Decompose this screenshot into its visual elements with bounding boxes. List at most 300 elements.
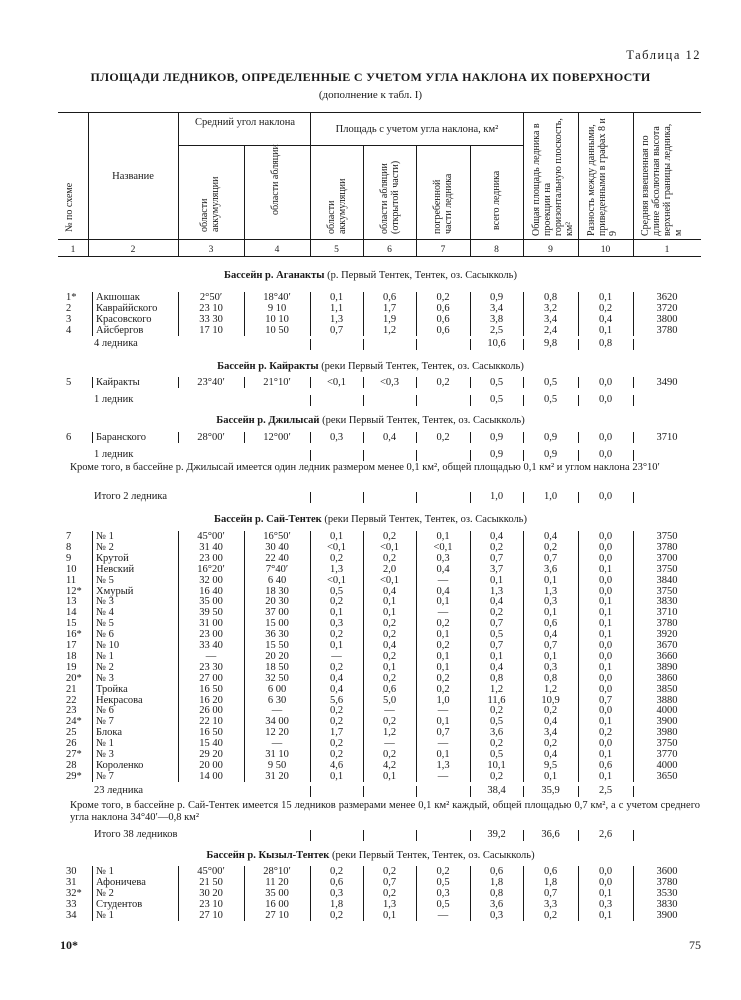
- summary-value: 10,6: [487, 338, 506, 349]
- header-vline: [178, 112, 179, 257]
- table-cell: 0,1: [598, 661, 613, 673]
- column-divider: [633, 377, 634, 388]
- column-divider: [416, 292, 417, 336]
- table-cell: 0,5: [329, 585, 344, 597]
- column-divider: [244, 377, 245, 388]
- table-cell: 4,6: [329, 759, 344, 771]
- table-cell: 35 00: [199, 596, 223, 608]
- table-cell: 1,1: [329, 302, 344, 314]
- table-cell: 3,3: [543, 898, 558, 910]
- column-divider: [633, 830, 634, 841]
- table-cell: 12°00′: [263, 432, 291, 443]
- glacier-name: № 7: [96, 716, 114, 728]
- table-cell: 29 20: [199, 749, 223, 760]
- table-cell: 16 50: [199, 727, 223, 739]
- table-cell: 0,0: [598, 650, 613, 662]
- column-divider: [416, 492, 417, 503]
- glacier-name: Тройка: [96, 683, 128, 695]
- column-divider: [578, 432, 579, 443]
- glacier-name: Афоничева: [96, 876, 146, 888]
- column-divider: [416, 432, 417, 443]
- table-cell: 14 00: [199, 770, 223, 782]
- table-cell: 3750: [656, 585, 678, 597]
- table-cell: 28°10′: [263, 866, 291, 877]
- table-cell: 3780: [656, 324, 678, 336]
- table-cell: 0,7: [329, 324, 344, 336]
- column-divider: [416, 866, 417, 921]
- glacier-number: 12*: [66, 585, 82, 597]
- header-vline: [363, 145, 364, 257]
- table-cell: 3750: [656, 738, 678, 750]
- summary-label: 23 ледника: [94, 785, 144, 796]
- table-cell: 3530: [656, 887, 678, 899]
- table-cell: —: [384, 705, 395, 717]
- glacier-number: 22: [66, 694, 77, 706]
- table-cell: 22 40: [265, 552, 289, 564]
- column-divider: [178, 377, 179, 388]
- table-cell: 3,4: [543, 313, 558, 325]
- table-cell: 0,1: [598, 749, 613, 760]
- table-cell: 0,1: [436, 749, 450, 760]
- table-cell: 3860: [656, 672, 678, 684]
- column-divider: [363, 432, 364, 443]
- table-cell: 9 10: [267, 302, 287, 314]
- table-cell: 0,2: [436, 292, 450, 303]
- table-cell: 34 00: [265, 716, 289, 728]
- table-cell: 0,1: [543, 770, 558, 782]
- table-cell: 0,3: [543, 596, 558, 608]
- header-vline: [416, 145, 417, 257]
- table-cell: 31 20: [265, 770, 289, 782]
- table-cell: 2,4: [543, 324, 558, 336]
- basin-title: [0, 850, 741, 861]
- table-cell: 4,2: [382, 759, 397, 771]
- table-cell: 0,5: [543, 377, 558, 388]
- summary-value: 0,9: [543, 449, 558, 460]
- table-cell: —: [205, 650, 217, 662]
- table-cell: 0,2: [329, 705, 344, 717]
- summary-value: 2,5: [598, 785, 613, 796]
- header-col7: погребенной части ледника: [432, 173, 454, 234]
- table-cell: 0,2: [598, 302, 613, 314]
- table-cell: 0,0: [598, 640, 613, 651]
- glacier-name: Акшошак: [96, 292, 140, 303]
- basin-title-rivers: (р. Первый Тентек, Тентек, оз. Сасыкколь): [324, 270, 517, 281]
- table-cell: 2°50′: [199, 292, 223, 303]
- col-num: 6: [387, 245, 392, 255]
- table-subtitle: (дополнение к табл. I): [318, 89, 423, 101]
- table-cell: 1,3: [329, 563, 344, 575]
- table-cell: 0,8: [543, 292, 558, 303]
- col-num: 3: [208, 245, 214, 255]
- glacier-number: 17: [66, 640, 77, 651]
- table-cell: 36 30: [265, 629, 289, 641]
- table-cell: 0,2: [489, 770, 504, 782]
- table-cell: 3650: [656, 770, 678, 782]
- footer-signature: 10*: [60, 938, 78, 952]
- table-cell: 0,0: [598, 683, 613, 695]
- column-divider: [633, 432, 634, 443]
- column-divider: [310, 432, 311, 443]
- table-cell: 5,6: [329, 694, 344, 706]
- header-col6: области абляции (открытой части): [379, 160, 401, 234]
- table-cell: 0,7: [543, 640, 558, 651]
- column-divider: [578, 292, 579, 336]
- column-divider: [470, 339, 471, 350]
- glacier-name: № 3: [96, 749, 114, 760]
- table-cell: 31 40: [199, 541, 223, 553]
- table-cell: 0,1: [436, 629, 450, 641]
- table-cell: 1,3: [329, 313, 344, 325]
- table-cell: 6 00: [267, 683, 287, 695]
- column-divider: [363, 339, 364, 350]
- table-cell: 0,0: [598, 705, 613, 717]
- table-cell: 0,2: [382, 650, 397, 662]
- table-cell: —: [271, 738, 283, 750]
- glacier-number: 15: [66, 618, 77, 630]
- glacier-name: № 10: [96, 640, 120, 651]
- header-col1: № по схеме: [64, 182, 75, 232]
- table-cell: 3710: [656, 432, 678, 443]
- table-cell: 0,4: [489, 596, 504, 608]
- summary-value: 0,0: [598, 394, 613, 405]
- table-cell: 0,1: [598, 618, 613, 630]
- table-cell: 3720: [656, 302, 678, 314]
- table-cell: 10,1: [487, 759, 506, 771]
- table-cell: <0,1: [326, 541, 347, 553]
- total-value: 36,6: [541, 829, 560, 840]
- glacier-number: 25: [66, 727, 77, 739]
- glacier-number: 7: [66, 531, 72, 542]
- table-cell: 0,4: [329, 683, 344, 695]
- table-cell: 39 50: [199, 607, 223, 619]
- table-cell: 15 40: [199, 738, 223, 750]
- table-cell: 0,2: [329, 749, 344, 760]
- table-cell: 0,9: [489, 292, 504, 303]
- table-cell: 6 40: [267, 574, 287, 586]
- table-cell: 3980: [656, 727, 678, 739]
- column-divider: [578, 450, 579, 461]
- table-cell: 0,3: [329, 887, 344, 899]
- table-cell: <0,1: [326, 574, 347, 586]
- table-cell: 1,3: [489, 585, 504, 597]
- table-cell: 23°40′: [197, 377, 225, 388]
- glacier-name: № 6: [96, 705, 114, 717]
- glacier-number: 19: [66, 661, 77, 673]
- table-cell: 2,5: [489, 324, 504, 336]
- table-cell: 0,7: [598, 694, 613, 706]
- table-cell: 3830: [656, 596, 678, 608]
- table-cell: 0,2: [329, 596, 344, 608]
- table-cell: —: [437, 738, 449, 750]
- column-divider: [523, 395, 524, 406]
- glacier-name: № 4: [96, 607, 114, 619]
- table-cell: 0,2: [489, 705, 504, 717]
- column-divider: [470, 866, 471, 921]
- table-cell: 1,2: [382, 324, 397, 336]
- column-divider: [523, 830, 524, 841]
- table-cell: 23 10: [199, 898, 223, 910]
- table-cell: 1,8: [489, 876, 504, 888]
- column-divider: [578, 786, 579, 797]
- column-divider: [178, 531, 179, 782]
- table-cell: 0,7: [489, 618, 504, 630]
- table-cell: 1,8: [543, 876, 558, 888]
- table-cell: 0,2: [436, 618, 450, 630]
- glacier-number: 16*: [66, 629, 82, 641]
- header-group2: Площадь с учетом угла наклона, км²: [335, 124, 499, 135]
- col-num: 7: [440, 245, 446, 255]
- column-divider: [416, 377, 417, 388]
- glacier-number: 3: [66, 313, 72, 325]
- header-col8: всего ледника: [491, 170, 502, 230]
- table-cell: 0,2: [329, 909, 344, 921]
- table-cell: 3800: [656, 313, 678, 325]
- table-cell: 18°40′: [263, 292, 291, 303]
- table-cell: 0,1: [436, 596, 450, 608]
- column-divider: [416, 450, 417, 461]
- table-cell: 0,2: [382, 552, 397, 564]
- table-cell: 0,1: [329, 770, 344, 782]
- table-cell: 20 00: [199, 759, 223, 771]
- glacier-number: 29*: [66, 770, 82, 782]
- table-cell: 0,2: [329, 661, 344, 673]
- table-cell: 3750: [656, 531, 678, 542]
- total-value: 1,0: [543, 491, 558, 502]
- table-cell: 3,8: [489, 313, 504, 325]
- table-cell: 0,7: [543, 552, 558, 564]
- table-cell: 0,8: [543, 672, 558, 684]
- glacier-name: № 7: [96, 770, 114, 782]
- header-col4: области абляции: [270, 144, 281, 215]
- glacier-number: 33: [66, 898, 77, 910]
- table-cell: 3600: [656, 866, 678, 877]
- column-divider: [470, 786, 471, 797]
- column-divider: [244, 292, 245, 336]
- table-cell: 0,6: [382, 683, 397, 695]
- total-value: 1,0: [489, 491, 504, 502]
- table-cell: 1,3: [382, 898, 397, 910]
- table-cell: 27 10: [199, 909, 223, 921]
- table-cell: 18 50: [265, 661, 289, 673]
- column-divider: [578, 339, 579, 350]
- table-cell: 0,0: [598, 552, 613, 564]
- summary-value: 0,5: [489, 394, 504, 405]
- glacier-name: Кайракты: [96, 377, 140, 388]
- col-num: 9: [548, 245, 553, 255]
- table-cell: 0,0: [598, 574, 613, 586]
- glacier-number: 30: [66, 866, 77, 877]
- glacier-name: Невский: [96, 563, 135, 575]
- table-cell: 0,4: [543, 531, 558, 542]
- basin-title-name: Бассейн р. Кызыл-Тентек: [206, 850, 330, 861]
- column-divider: [470, 830, 471, 841]
- glacier-number: 4: [66, 324, 72, 336]
- table-cell: 6 30: [267, 694, 287, 706]
- table-cell: 0,4: [598, 313, 613, 325]
- table-cell: 0,2: [382, 672, 397, 684]
- table-cell: 0,7: [436, 727, 450, 739]
- table-cell: 28°00′: [197, 432, 225, 443]
- table-cell: 3660: [656, 650, 678, 662]
- table-cell: 0,1: [382, 661, 397, 673]
- table-cell: 0,8: [489, 887, 504, 899]
- table-cell: 0,6: [436, 313, 450, 325]
- table-cell: —: [271, 705, 283, 717]
- header-vline: [88, 112, 89, 257]
- header-col2: Название: [112, 171, 154, 182]
- table-cell: 0,2: [436, 672, 450, 684]
- table-cell: 10 10: [265, 313, 289, 325]
- glacier-name: № 3: [96, 596, 114, 608]
- glacier-number: 26: [66, 738, 77, 750]
- table-cell: —: [437, 607, 449, 619]
- table-cell: 3890: [656, 661, 678, 673]
- table-cell: 0,4: [489, 661, 504, 673]
- glacier-name: Студентов: [96, 898, 143, 910]
- table-cell: 45°00′: [197, 866, 225, 877]
- header-mid-rule: [58, 239, 701, 240]
- summary-label: 1 ледник: [94, 394, 134, 405]
- column-divider: [310, 450, 311, 461]
- column-divider: [244, 432, 245, 443]
- table-cell: 26 00: [199, 705, 223, 717]
- table-cell: 16°20′: [197, 563, 225, 575]
- table-cell: 3,6: [489, 898, 504, 910]
- table-cell: 0,1: [598, 292, 613, 303]
- table-cell: 3700: [656, 552, 678, 564]
- table-cell: 0,2: [329, 738, 344, 750]
- glacier-number: 28: [66, 759, 77, 771]
- table-cell: 20 20: [265, 650, 289, 662]
- table-cell: 1,8: [329, 898, 344, 910]
- table-cell: 0,3: [543, 661, 558, 673]
- table-cell: 31 10: [265, 749, 289, 760]
- glacier-number: 24*: [66, 716, 82, 728]
- glacier-name: № 5: [96, 574, 114, 586]
- table-cell: 0,1: [598, 607, 613, 619]
- table-cell: 0,1: [598, 324, 613, 336]
- table-cell: 33 30: [199, 313, 223, 325]
- column-divider: [523, 339, 524, 350]
- col-num: 4: [274, 245, 280, 255]
- table-cell: 0,1: [436, 650, 450, 662]
- table-cell: 16 40: [199, 585, 223, 597]
- table-cell: 0,2: [436, 683, 450, 695]
- glacier-number: 23: [66, 705, 77, 717]
- basin-note: Кроме того, в бассейне р. Сай-Тентек имеется 15 ледников размерами менее 0,1 км² каждый, общей площадью 0,7 км², а с учетом среднего угла наклона 34°40′—0,8 км²: [70, 800, 700, 823]
- table-cell: 1,3: [543, 585, 558, 597]
- column-divider: [310, 377, 311, 388]
- table-cell: <0,1: [326, 377, 347, 388]
- table-cell: 3710: [656, 607, 678, 619]
- table-cell: 0,1: [598, 909, 613, 921]
- column-divider: [523, 531, 524, 782]
- table-cell: 3,2: [543, 302, 558, 314]
- glacier-number: 13: [66, 596, 77, 608]
- table-cell: 0,5: [489, 749, 504, 760]
- table-cell: 32 00: [199, 574, 223, 586]
- column-divider: [523, 292, 524, 336]
- glacier-name: Короленко: [96, 759, 144, 771]
- col-num: 1: [664, 245, 670, 255]
- table-cell: 0,2: [329, 629, 344, 641]
- table-cell: 3900: [656, 909, 678, 921]
- table-cell: 0,2: [436, 432, 450, 443]
- table-cell: 0,6: [436, 324, 450, 336]
- table-cell: —: [437, 705, 449, 717]
- table-cell: 0,4: [436, 585, 450, 597]
- table-cell: 0,4: [543, 629, 558, 641]
- glacier-number: 32*: [66, 887, 82, 899]
- table-cell: 0,3: [489, 909, 504, 921]
- table-cell: 23 10: [199, 302, 223, 314]
- table-cell: 0,5: [436, 876, 450, 888]
- column-divider: [363, 377, 364, 388]
- summary-value: 38,4: [487, 785, 506, 796]
- basin-note: Кроме того, в бассейне р. Джилысай имеется один ледник размером менее 0,1 км², общей площадью 0,1 км² и углом наклона 23°10′: [70, 462, 660, 473]
- table-cell: 31 00: [199, 618, 223, 630]
- table-cell: 0,6: [329, 876, 344, 888]
- column-divider: [523, 492, 524, 503]
- table-cell: 0,4: [329, 672, 344, 684]
- header-vline: [244, 145, 245, 257]
- glacier-number: 21: [66, 683, 77, 695]
- table-cell: 0,6: [489, 866, 504, 877]
- column-divider: [470, 432, 471, 443]
- page-number: 75: [689, 938, 701, 952]
- table-cell: 9 50: [267, 759, 287, 771]
- glacier-name: № 1: [96, 738, 114, 750]
- table-cell: 0,2: [489, 738, 504, 750]
- table-cell: 0,1: [598, 716, 613, 728]
- table-cell: 0,5: [489, 716, 504, 728]
- column-divider: [633, 292, 634, 336]
- table-cell: 3780: [656, 876, 678, 888]
- table-cell: 0,1: [382, 770, 397, 782]
- table-cell: 0,6: [436, 302, 450, 314]
- table-cell: 1,2: [382, 727, 397, 739]
- table-cell: 0,4: [382, 585, 397, 597]
- table-cell: 0,1: [489, 650, 504, 662]
- column-divider: [363, 866, 364, 921]
- total-label: Итого 2 ледника: [94, 491, 168, 502]
- table-cell: 0,3: [436, 552, 450, 564]
- column-divider: [523, 432, 524, 443]
- col-num: 8: [494, 245, 499, 255]
- table-cell: 0,1: [598, 563, 613, 575]
- column-divider: [633, 395, 634, 406]
- table-cell: 3620: [656, 292, 678, 303]
- table-cell: 0,4: [489, 531, 504, 542]
- table-cell: 4000: [656, 759, 678, 771]
- table-cell: 4000: [656, 705, 678, 717]
- basin-title: [0, 361, 741, 372]
- table-cell: 3,6: [543, 563, 558, 575]
- table-cell: 0,2: [382, 887, 397, 899]
- table-cell: —: [384, 738, 395, 750]
- total-value: 2,6: [598, 829, 613, 840]
- column-divider: [523, 786, 524, 797]
- table-cell: 0,1: [329, 292, 344, 303]
- table-cell: 0,1: [436, 661, 450, 673]
- table-cell: —: [437, 770, 449, 782]
- table-cell: 0,1: [329, 640, 344, 651]
- glacier-name: Кавраййского: [96, 302, 158, 314]
- table-cell: 23 00: [199, 629, 223, 641]
- column-divider: [363, 786, 364, 797]
- column-divider: [92, 866, 93, 921]
